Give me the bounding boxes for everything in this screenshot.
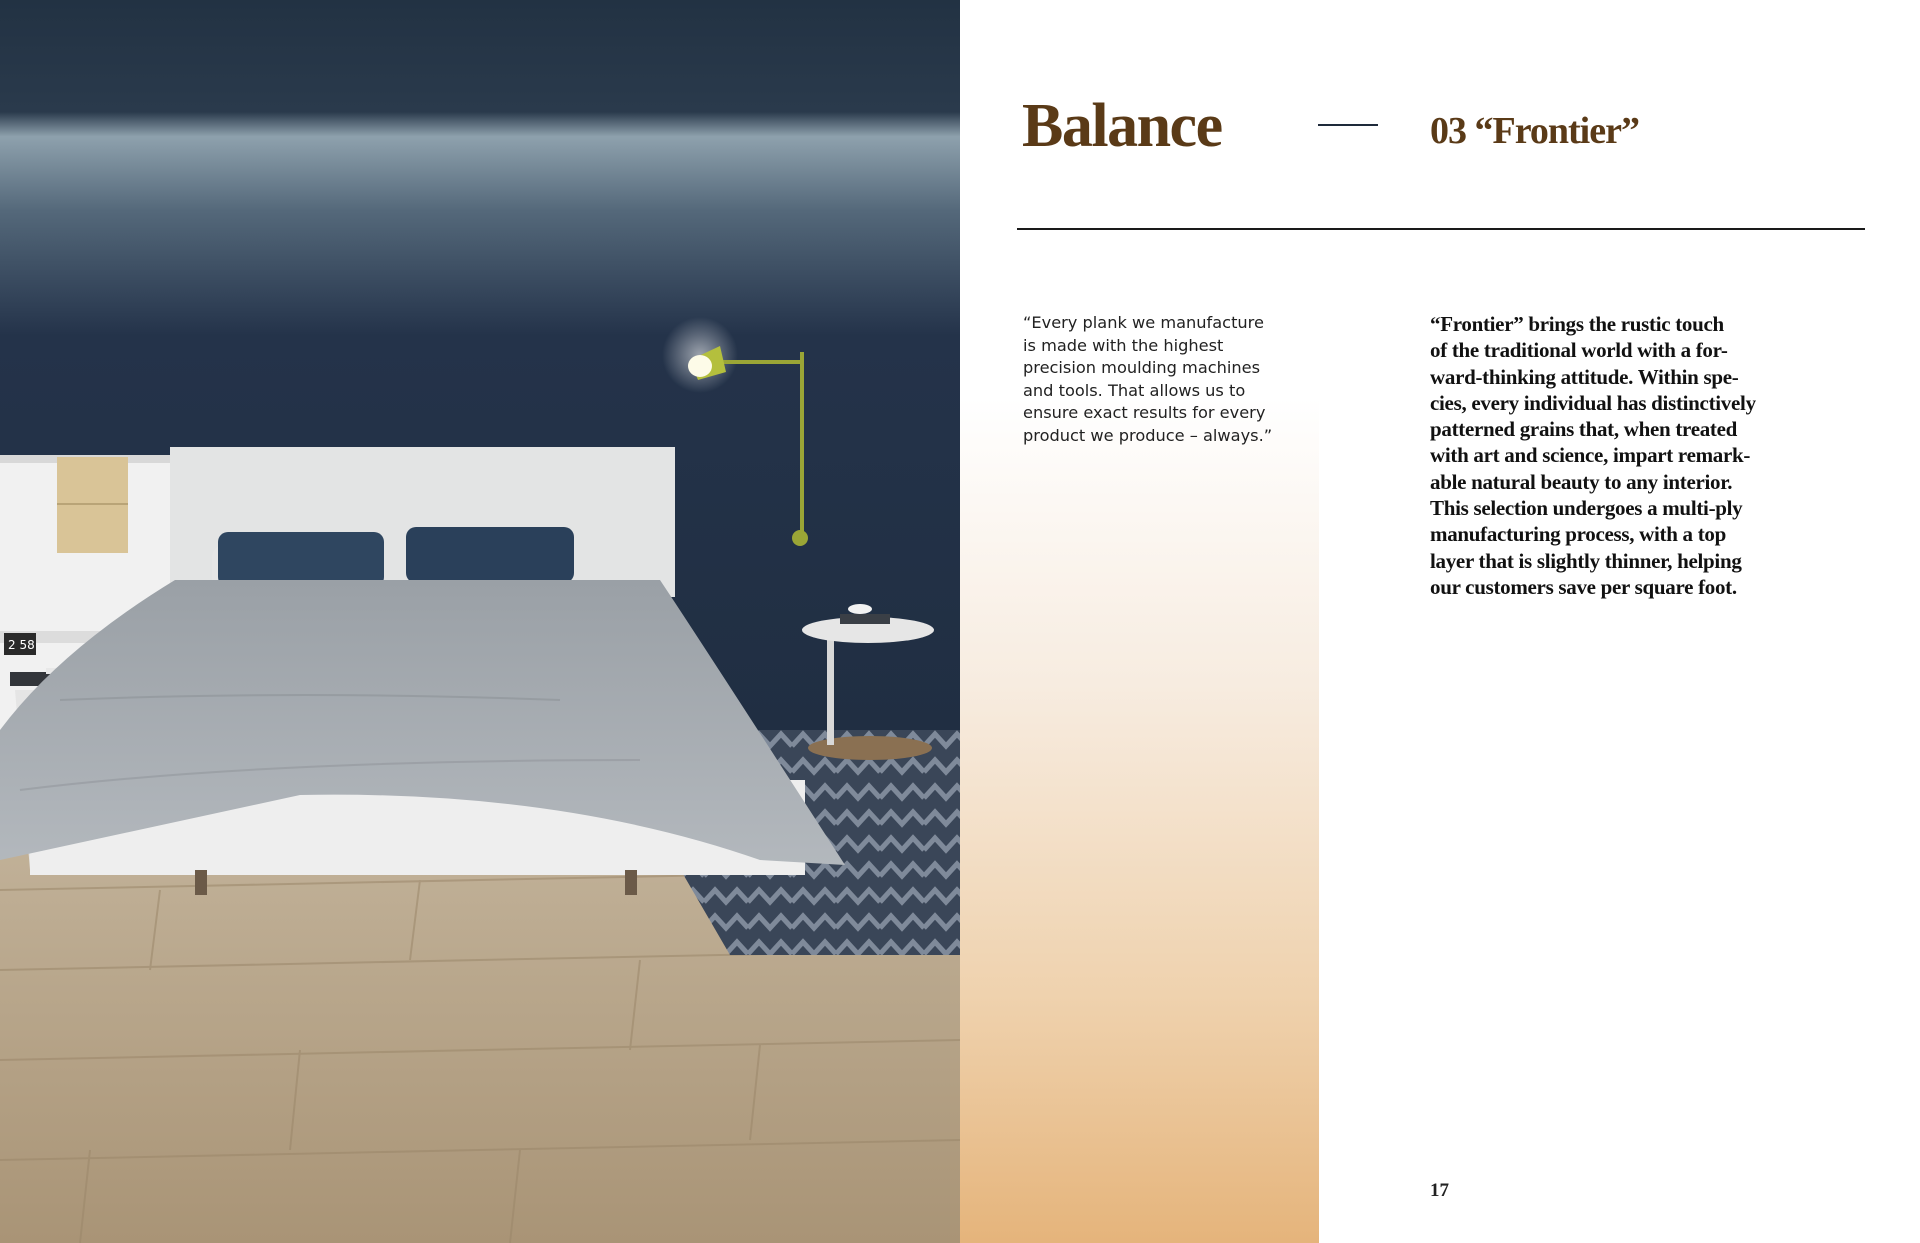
clock-text: 2 58 [8,638,35,652]
body-line: with art and science, impart remark- [1430,443,1751,468]
body-line: This selection undergoes a multi-ply [1430,496,1743,521]
body-line: patterned grains that, when treated [1430,417,1738,442]
body-line: cies, every individual has distinctively [1430,390,1756,415]
title-dash [1318,124,1378,126]
body-paragraph [1430,311,1790,600]
pull-quote: “Every plank we manufacture is made with the highest precision moulding machines and tools. That allows us to ensure exact results for every product we produce – always.” [1023,313,1273,445]
collection-subtitle: 03 “Frontier” [1430,110,1639,152]
body-line: layer that is slightly thinner, helping [1430,548,1742,573]
body-line: our customers save per square foot. [1430,574,1737,599]
body-line: “Frontier” brings the rustic touch [1430,312,1724,336]
gradient-panel [960,0,1319,1243]
body-line: ward-thinking attitude. Within spe- [1430,364,1739,389]
page-number: 17 [1430,1180,1449,1201]
page-title: Balance [1022,92,1222,160]
body-line: able natural beauty to any interior. [1430,469,1733,494]
body-line: of the traditional world with a for- [1430,338,1728,363]
body-line: manufacturing process, with a top [1430,522,1726,547]
header-divider [1017,228,1865,230]
